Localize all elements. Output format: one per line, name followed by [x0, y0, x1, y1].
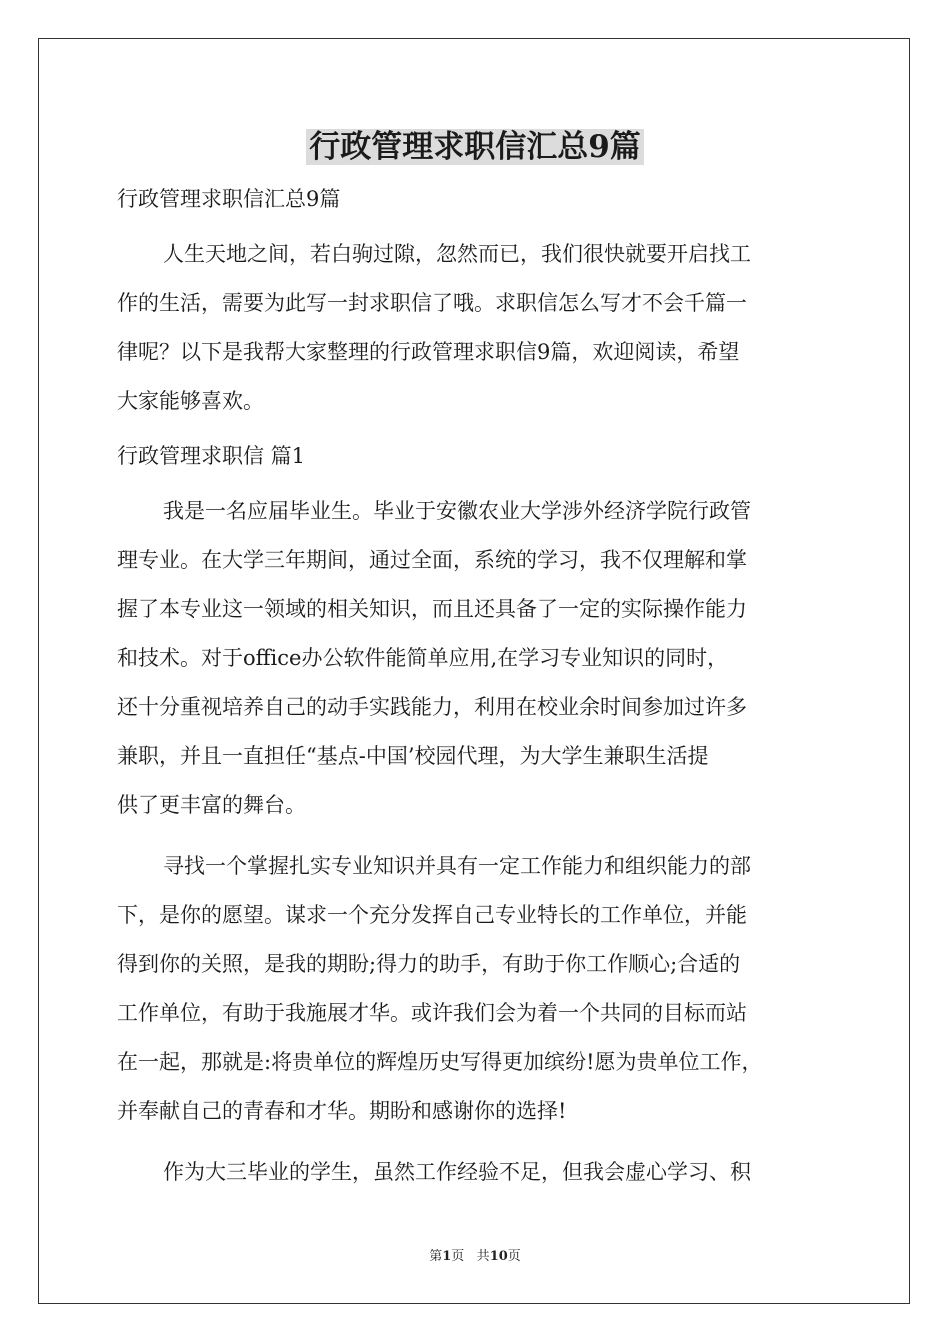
paragraph-line: 和技术。对于office办公软件能简单应用,在学习专业知识的同时， — [117, 646, 729, 670]
paragraph-line: 供了更丰富的舞台。 — [117, 793, 306, 817]
paragraph-line: 得到你的关照，是我的期盼;得力的助手，有助于你工作顺心;合适的 — [117, 952, 741, 976]
paragraph-line: 作的生活，需要为此写一封求职信了哦。求职信怎么写才不会千篇一 — [117, 291, 747, 315]
intro-paragraph — [117, 230, 835, 426]
total-page-number: 10 — [489, 1249, 508, 1264]
total-prefix: 共 — [476, 1249, 490, 1264]
paragraph-line: 我是一名应届毕业生。毕业于安徽农业大学涉外经济学院行政管 — [163, 499, 751, 523]
page-prefix: 第 — [429, 1249, 443, 1264]
paragraph-line: 还十分重视培养自己的动手实践能力，利用在校业余时间参加过许多 — [117, 695, 747, 719]
paragraph-line: 寻找一个掌握扎实专业知识并具有一定工作能力和组织能力的部 — [163, 854, 751, 878]
document-title: 行政管理求职信汇总9篇 — [0, 126, 950, 168]
paragraph-line: 工作单位，有助于我施展才华。或许我们会为着一个共同的目标而站 — [117, 1001, 747, 1025]
page-footer — [0, 1248, 950, 1266]
page-suffix: 页 — [451, 1249, 465, 1264]
paragraph-line: 律呢？以下是我帮大家整理的行政管理求职信9篇，欢迎阅读，希望 — [117, 340, 740, 364]
current-page-number: 1 — [442, 1249, 452, 1264]
document-subtitle: 行政管理求职信汇总9篇 — [117, 187, 341, 211]
total-suffix: 页 — [507, 1249, 521, 1264]
paragraph-line: 下，是你的愿望。谋求一个充分发挥自己专业特长的工作单位，并能 — [117, 903, 747, 927]
paragraph-line: 握了本专业这一领域的相关知识，而且还具备了一定的实际操作能力 — [117, 597, 747, 621]
paragraph-line: 人生天地之间，若白驹过隙，忽然而已，我们很快就要开启找工 — [163, 242, 751, 266]
body-paragraph-3 — [117, 1148, 835, 1197]
paragraph-line: 并奉献自己的青春和才华。期盼和感谢你的选择! — [117, 1099, 567, 1123]
section-heading: 行政管理求职信 篇1 — [117, 444, 306, 468]
document-body — [117, 181, 835, 1209]
body-paragraph-2 — [117, 842, 835, 1136]
body-paragraph-1 — [117, 487, 835, 830]
paragraph-line: 在一起，那就是:将贵单位的辉煌历史写得更加缤纷!愿为贵单位工作， — [117, 1050, 763, 1074]
paragraph-line: 兼职，并且一直担任“基点-中国’校园代理，为大学生兼职生活提 — [117, 744, 709, 768]
paragraph-line: 大家能够喜欢。 — [117, 389, 264, 413]
paragraph-line: 作为大三毕业的学生，虽然工作经验不足，但我会虚心学习、积 — [163, 1160, 751, 1184]
paragraph-line: 理专业。在大学三年期间，通过全面，系统的学习，我不仅理解和掌 — [117, 548, 747, 572]
